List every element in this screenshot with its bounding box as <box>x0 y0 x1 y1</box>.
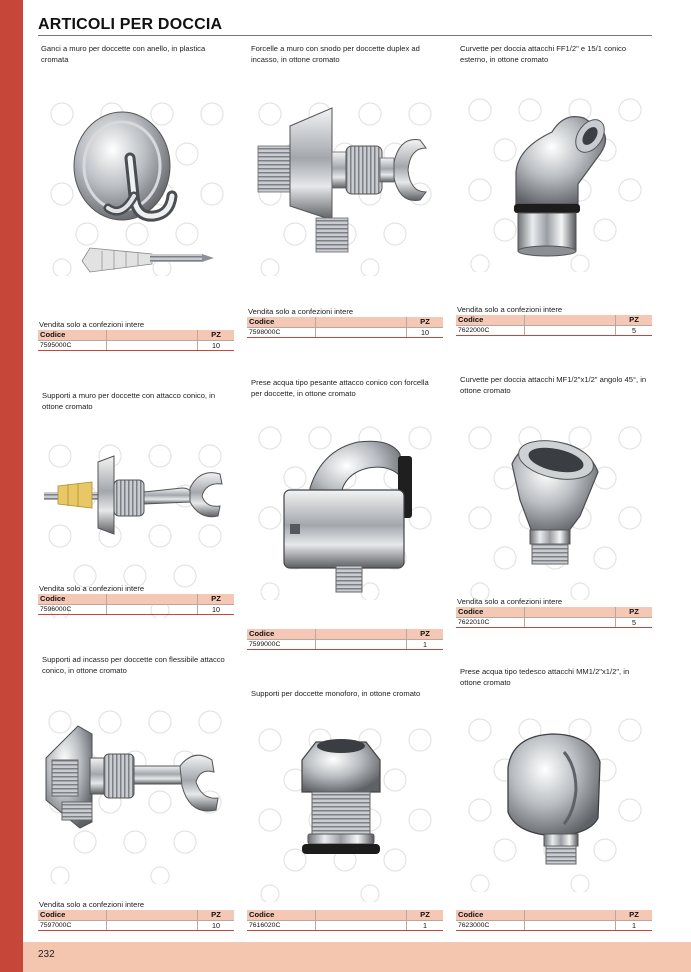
table-header <box>38 330 234 341</box>
code-header: Codice <box>249 317 275 326</box>
product-code: 7622010C <box>458 619 490 626</box>
qty-header: PZ <box>197 330 234 340</box>
footer-bar <box>23 942 691 972</box>
qty-header: PZ <box>615 910 652 920</box>
side-accent-bar <box>0 0 23 972</box>
product-code: 7597000C <box>40 922 72 929</box>
table-header <box>456 315 652 326</box>
product-code: 7616020C <box>249 922 281 929</box>
recessed-support-icon <box>40 704 225 884</box>
code-header: Codice <box>458 910 484 919</box>
qty-header: PZ <box>615 607 652 617</box>
table-header <box>38 594 234 605</box>
product-qty: 10 <box>197 605 234 614</box>
wall-fork-joint-icon <box>250 96 435 276</box>
hook-wall-mount-icon <box>42 96 227 276</box>
table-row <box>38 341 234 351</box>
product-qty: 5 <box>615 618 652 627</box>
product-code: 7622000C <box>458 327 490 334</box>
product-code-table <box>38 330 234 351</box>
product-code: 7623000C <box>458 922 490 929</box>
sale-note: Vendita solo a confezioni intere <box>39 900 145 909</box>
product-description: Prese acqua tipo pesante attacco conico con forcella per doccette, in ottone cromato <box>251 378 429 398</box>
product-code: 7599000C <box>249 641 281 648</box>
table-row <box>38 921 234 931</box>
product-qty: 10 <box>197 341 234 350</box>
qty-header: PZ <box>197 910 234 920</box>
table-row <box>247 328 443 338</box>
product-code: 7595000C <box>40 342 72 349</box>
product-code-table <box>456 910 652 931</box>
product-qty: 10 <box>197 921 234 930</box>
code-header: Codice <box>40 594 66 603</box>
code-header: Codice <box>249 629 275 638</box>
product-code-table <box>247 629 443 650</box>
product-code: 7598000C <box>249 329 281 336</box>
product-code-table <box>247 317 443 338</box>
product-qty: 1 <box>615 921 652 930</box>
table-header <box>247 910 443 921</box>
water-outlet-icon <box>250 420 435 600</box>
table-header <box>456 607 652 618</box>
product-code-table <box>456 315 652 336</box>
elbow-45-icon <box>460 420 645 600</box>
code-header: Codice <box>458 315 484 324</box>
qty-header: PZ <box>197 594 234 604</box>
page-number: 232 <box>38 949 55 960</box>
qty-header: PZ <box>406 910 443 920</box>
table-header <box>38 910 234 921</box>
table-row <box>247 640 443 650</box>
product-code-table <box>456 607 652 628</box>
elbow-connector-icon <box>460 92 645 272</box>
page-title: ARTICOLI PER DOCCIA <box>38 16 223 33</box>
product-qty: 10 <box>406 328 443 337</box>
product-description: Prese acqua tipo tedesco attacchi MM1/2"x1/2", in ottone cromato <box>460 667 630 687</box>
title-divider <box>38 35 652 36</box>
product-description: Supporti a muro per doccette con attacco conico, in ottone cromato <box>42 391 216 411</box>
sale-note: Vendita solo a confezioni intere <box>248 307 354 316</box>
code-header: Codice <box>40 330 66 339</box>
qty-header: PZ <box>406 317 443 327</box>
product-description: Ganci a muro per doccette con anello, in plastica cromata <box>41 44 206 64</box>
single-hole-support-icon <box>250 722 435 902</box>
table-row <box>456 326 652 336</box>
sale-note: Vendita solo a confezioni intere <box>39 320 145 329</box>
product-description: Curvette per doccia attacchi FF1/2" e 15/1 conico esterno, in ottone cromato <box>460 44 627 64</box>
product-description: Supporti per doccette monoforo, in ottone cromato <box>251 689 421 698</box>
table-header <box>247 629 443 640</box>
table-header <box>456 910 652 921</box>
product-qty: 5 <box>615 326 652 335</box>
table-row <box>247 921 443 931</box>
product-code-table <box>38 910 234 931</box>
table-row <box>456 618 652 628</box>
product-code: 7596000C <box>40 606 72 613</box>
german-water-outlet-icon <box>460 712 645 892</box>
product-qty: 1 <box>406 640 443 649</box>
product-qty: 1 <box>406 921 443 930</box>
code-header: Codice <box>458 607 484 616</box>
table-row <box>456 921 652 931</box>
table-header <box>247 317 443 328</box>
qty-header: PZ <box>406 629 443 639</box>
qty-header: PZ <box>615 315 652 325</box>
product-description: Supporti ad incasso per doccette con flessibile attacco conico, in ottone cromato <box>42 655 225 675</box>
sale-note: Vendita solo a confezioni intere <box>457 305 563 314</box>
code-header: Codice <box>249 910 275 919</box>
product-code-table <box>247 910 443 931</box>
sale-note: Vendita solo a confezioni intere <box>39 584 145 593</box>
product-description: Curvette per doccia attacchi MF1/2"x1/2" angolo 45°, in ottone cromato <box>460 375 647 395</box>
sale-note: Vendita solo a confezioni intere <box>457 597 563 606</box>
code-header: Codice <box>40 910 66 919</box>
product-description: Forcelle a muro con snodo per doccette duplex ad incasso, in ottone cromato <box>251 44 420 64</box>
product-code-table <box>38 594 234 615</box>
table-row <box>38 605 234 615</box>
